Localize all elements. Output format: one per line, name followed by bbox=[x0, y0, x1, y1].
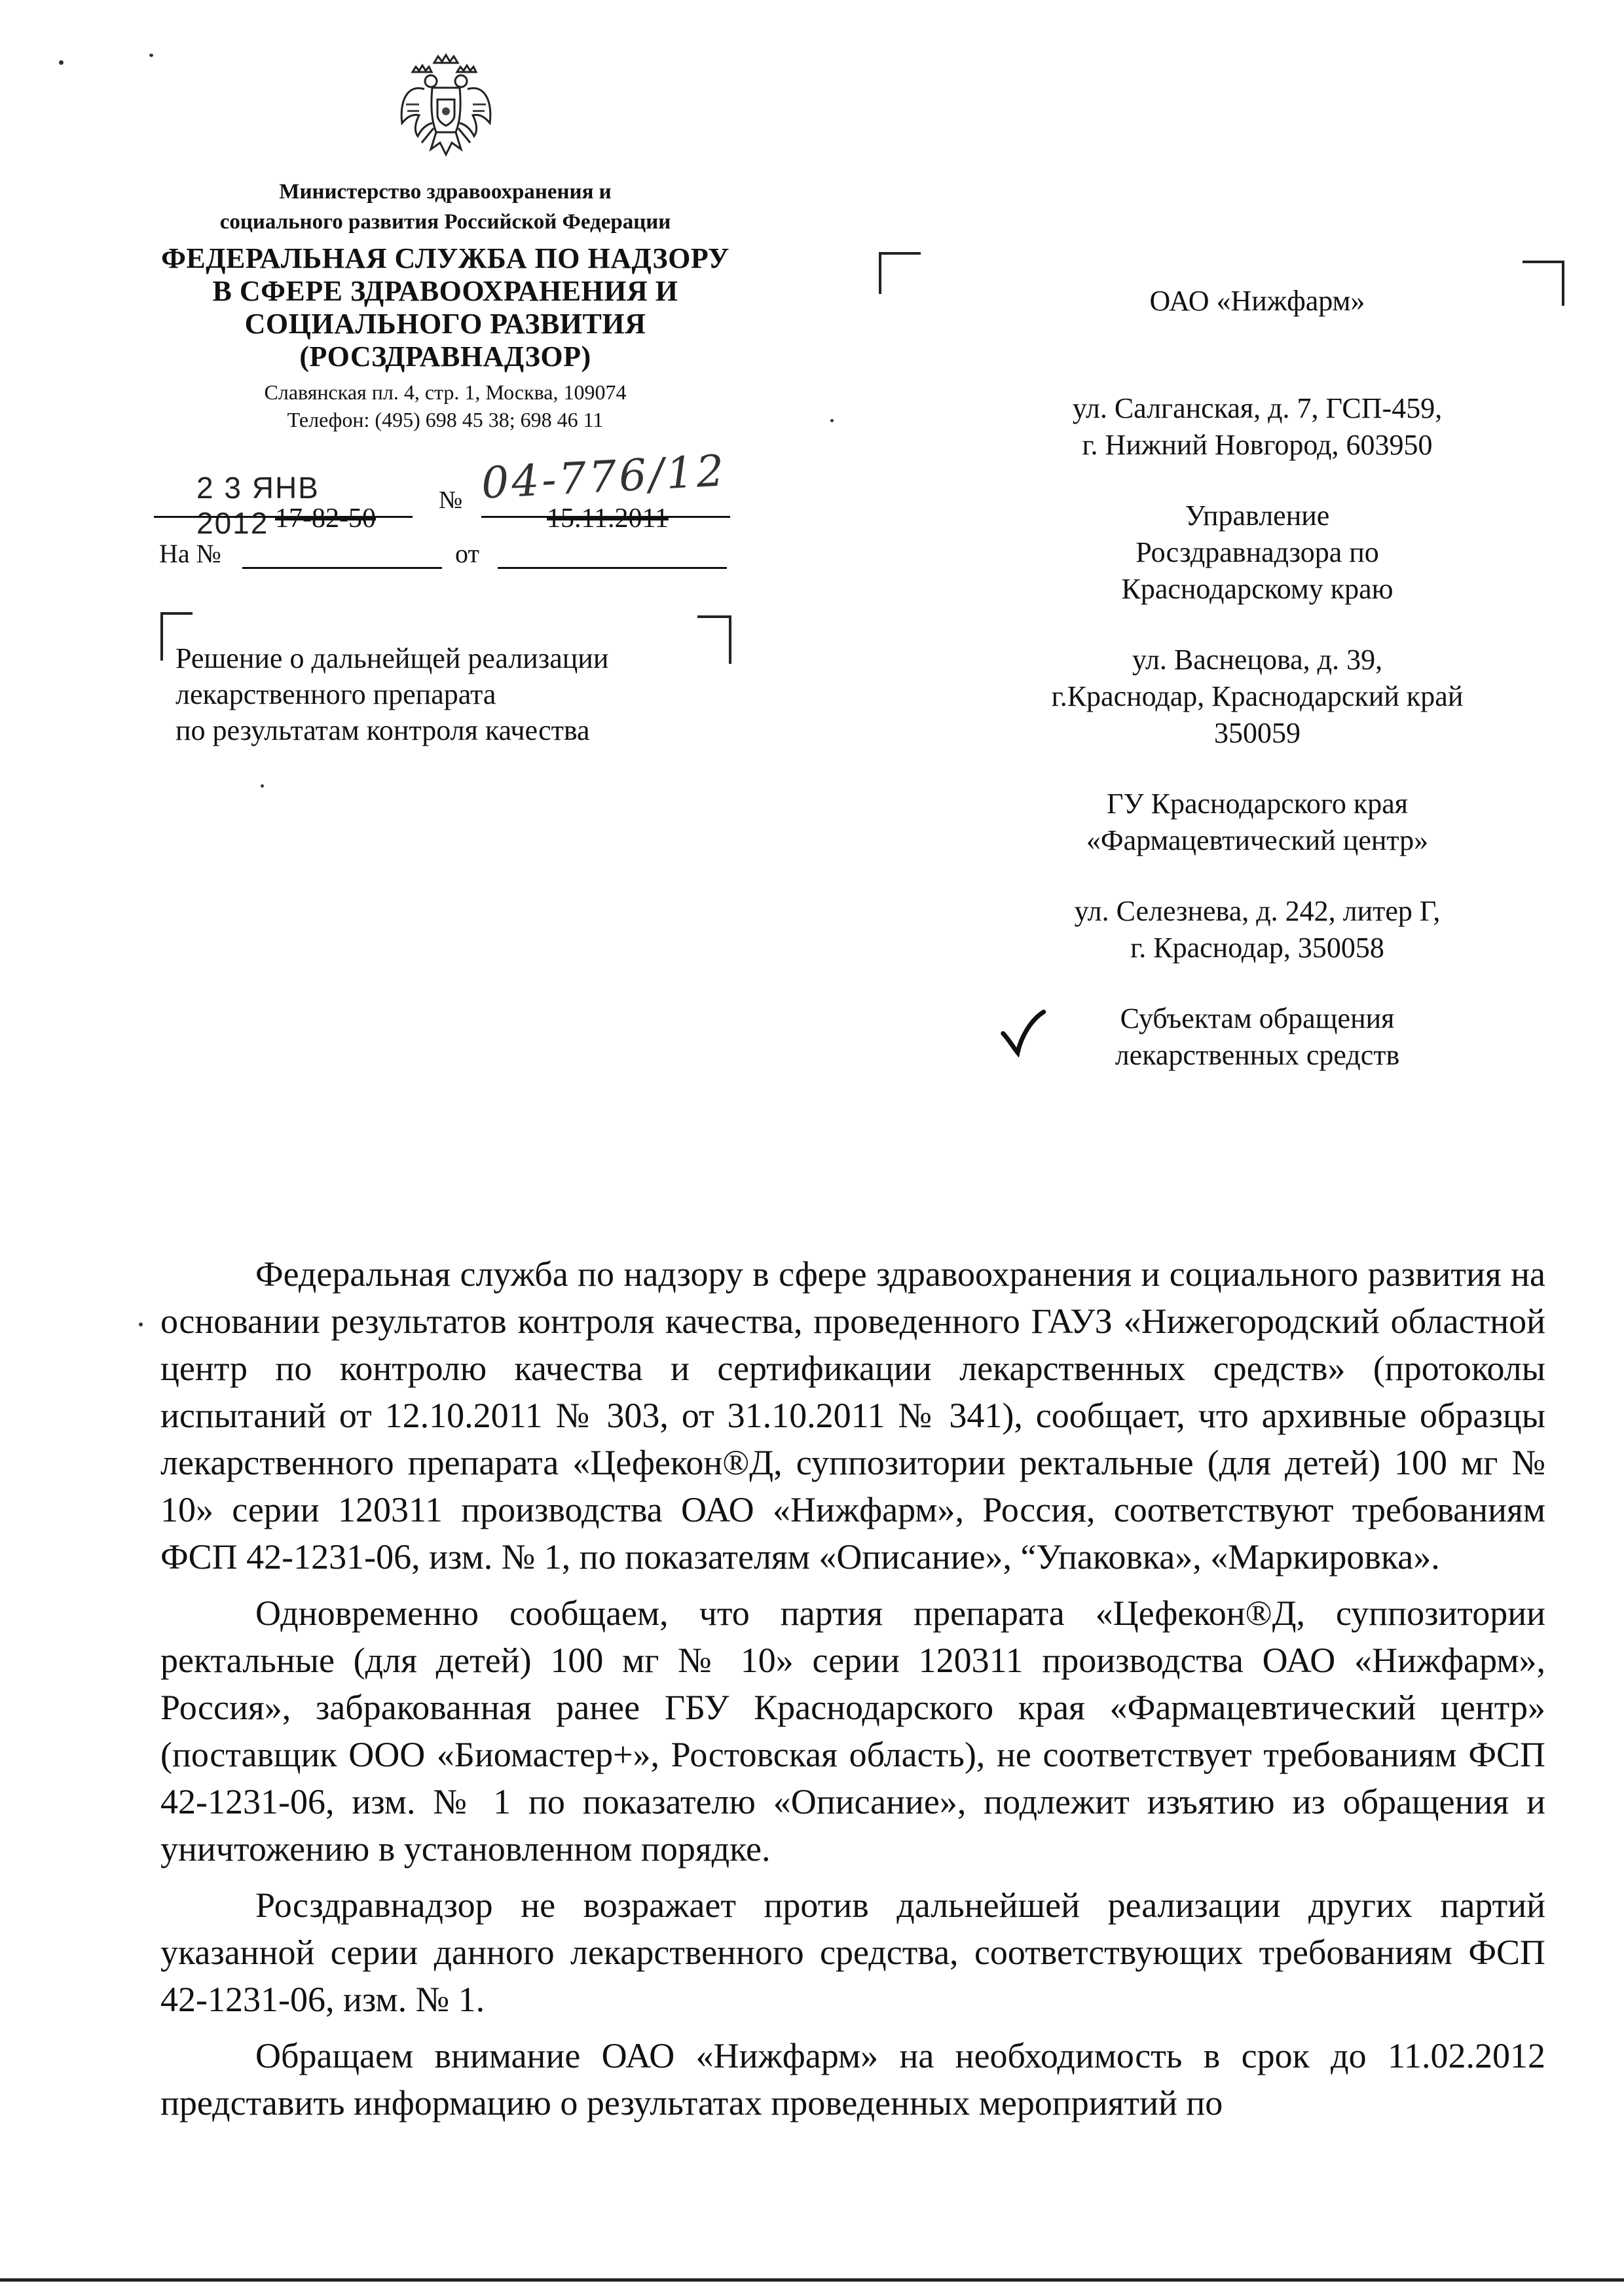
reference-date-blank bbox=[498, 567, 727, 569]
recipient-3-name-line: ГУ Краснодарского края bbox=[1107, 788, 1408, 820]
recipient-3-name-line: «Фармацевтический центр» bbox=[1086, 824, 1429, 856]
crossed-out-date: 15.11.2011 bbox=[547, 503, 669, 534]
scan-speck bbox=[139, 1322, 143, 1326]
recipient-2-name-line: Краснодарскому краю bbox=[1121, 573, 1393, 605]
recipient-2-name-line: Управление bbox=[1185, 500, 1330, 532]
body-paragraph: Одновременно сообщаем, что партия препарата «Цефекон®Д, суппозитории ректальные (для детей) 100 мг № 10» серии 120311 производства ОАО «Нижфарм», Россия», забракованная ранее ГБУ Краснодарского края «Фармацевтический центр» (поставщик ООО «Биомастер+», Ростовская область), не соответствует требованиям ФСП 42-1231-06, изм. № 1 по показателю «Описание», подлежит изъятию из обращения и уничтожению в установленном порядке. bbox=[160, 1594, 1545, 1868]
recipient-4-name-line: Субъектам обращения bbox=[1120, 1002, 1395, 1034]
agency-line: СОЦИАЛЬНОГО РАЗВИТИЯ bbox=[244, 308, 646, 340]
scan-speck bbox=[59, 60, 64, 65]
agency-address-line: Славянская пл. 4, стр. 1, Москва, 109074 bbox=[264, 380, 627, 404]
scan-speck bbox=[261, 784, 264, 788]
body-paragraph: Росздравнадзор не возражает против дальнейшей реализации других партий указанной серии данного лекарственного средства, соответствующих требованиям ФСП 42-1231-06, изм. № 1. bbox=[160, 1886, 1545, 2019]
subject-line: лекарственного препарата bbox=[175, 678, 496, 710]
reference-number-label: На № bbox=[159, 539, 221, 568]
recipient-3-address-line: г. Краснодар, 350058 bbox=[1130, 932, 1384, 964]
agency-line: ФЕДЕРАЛЬНАЯ СЛУЖБА ПО НАДЗОРУ bbox=[161, 242, 729, 274]
registration-date-stamp: 2 3 ЯНВ 2012 bbox=[196, 471, 320, 540]
addressee-bracket-left bbox=[879, 252, 921, 294]
recipient-1-address-line: г. Нижний Новгород, 603950 bbox=[1082, 429, 1433, 461]
body-paragraph: Обращаем внимание ОАО «Нижфарм» на необходимость в срок до 11.02.2012 представить информацию о результатах проведенных мероприятий по bbox=[160, 2036, 1545, 2123]
recipient-2-address-line: ул. Васнецова, д. 39, bbox=[1132, 644, 1383, 676]
recipient-2-name-line: Росздравнадзора по bbox=[1135, 536, 1379, 568]
recipient-1-name: ОАО «Нижфарм» bbox=[1149, 285, 1365, 317]
scan-speck bbox=[830, 419, 834, 422]
registration-number-handwritten: 04-776/12 bbox=[480, 445, 728, 509]
recipient-2-address-line: г.Краснодар, Краснодарский край bbox=[1051, 680, 1464, 712]
registration-number-sign: № bbox=[439, 486, 463, 514]
agency-phone-line: Телефон: (495) 698 45 38; 698 46 11 bbox=[287, 408, 604, 431]
ministry-line: социального развития Российской Федерации bbox=[219, 210, 671, 234]
agency-line: В СФЕРЕ ЗДРАВООХРАНЕНИЯ И bbox=[212, 275, 678, 307]
russian-coat-of-arms-icon bbox=[393, 51, 499, 162]
handwritten-checkmark-icon bbox=[994, 1002, 1055, 1074]
recipient-1-address-line: ул. Салганская, д. 7, ГСП-459, bbox=[1072, 392, 1443, 424]
body-paragraph: Федеральная служба по надзору в сфере здравоохранения и социального развития на основании результатов контроля качества, проведенного ГАУЗ «Нижегородский областной центр по контролю качества и сертификации лекарственных средств» (протоколы испытаний от 12.10.2011 № 303, от 31.10.2011 № 341), сообщает, что архивные образцы лекарственного препарата «Цефекон®Д, суппозитории ректальные (для детей) 100 мг № 10» серии 120311 производства ОАО «Нижфарм», Россия, соответствуют требованиям ФСП 42-1231-06, изм. № 1, по показателям «Описание», “Упаковка», «Маркировка». bbox=[160, 1254, 1545, 1576]
scan-speck bbox=[149, 54, 153, 57]
letter-subject bbox=[175, 640, 726, 748]
recipient-4-name-line: лекарственных средств bbox=[1115, 1039, 1400, 1071]
scan-edge-line bbox=[0, 2278, 1624, 2282]
ministry-name bbox=[131, 177, 760, 237]
subject-line: по результатам контроля качества bbox=[175, 714, 590, 746]
crossed-out-number: 17-82-50 bbox=[275, 503, 376, 534]
agency-address bbox=[131, 378, 760, 433]
letter-body bbox=[160, 1250, 1545, 2136]
ministry-line: Министерство здравоохранения и bbox=[279, 180, 612, 204]
subject-line: Решение о дальнейщей реализации bbox=[175, 642, 609, 674]
reference-number-blank bbox=[242, 567, 442, 569]
coat-of-arms-emblem bbox=[393, 51, 499, 162]
agency-name bbox=[131, 242, 760, 373]
recipient-3-address-line: ул. Селезнева, д. 242, литер Г, bbox=[1074, 895, 1441, 927]
agency-line: (РОСЗДРАВНАДЗОР) bbox=[299, 340, 591, 373]
addressees-block bbox=[982, 283, 1532, 1074]
reference-date-label: от bbox=[455, 539, 479, 568]
recipient-2-address-line: 350059 bbox=[1214, 717, 1301, 749]
